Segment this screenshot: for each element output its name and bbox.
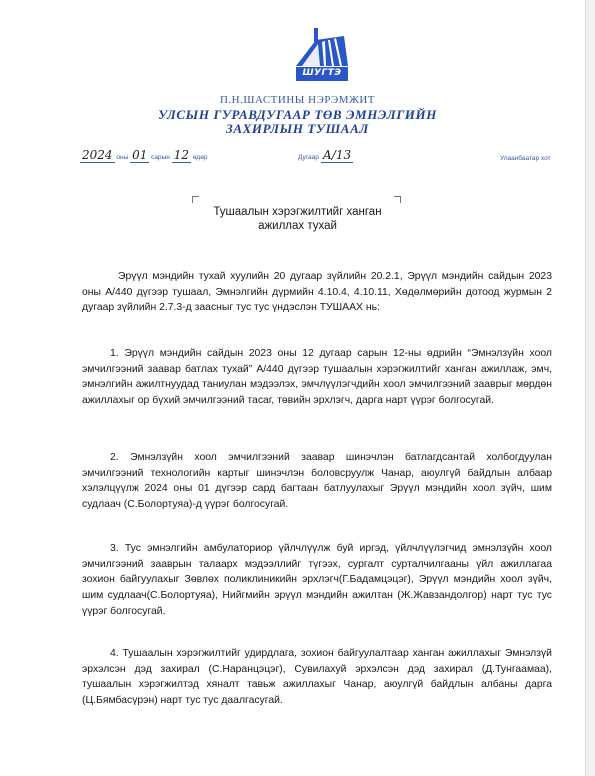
date-year-suffix: оны (116, 154, 129, 161)
logo-text: ШУГТЭ (302, 68, 342, 78)
order-item-1: 1. Эрүүл мэндийн сайдын 2023 оны 12 дугаар сарын 12-ны өдрийн “Эмнэлзүйн хоол эмчилгээний заавар батлах тухай” А/440 дүгээр тушаалын хэрэгжилтийг ханган ажиллаж, эмч, эмнэлгийн ажилтнуудад таниулан мэдээлэх, эмчлүүлэгчдийн хоол эмчилгээний зааврыг мөрдөн ажиллахыг ор бүхий эмчилгээний тасаг, төвийн эрхлэгч, дарга нарт үүрэг болгосугай. (82, 348, 552, 407)
order-date (80, 148, 207, 163)
preamble-paragraph: Эрүүл мэндийн тухай хуулийн 20 дугаар зүйлийн 20.2.1, Эрүүл мэндийн сайдын 2023 оны А/440 дүгээр тушаал, Эмнэлгийн дүрмийн 4.10.4, 4.10.11, Хөдөлмөрийн дотоод журмын 2 дугаар зүйлийн 2.7.3-д заасныг тус тус үндэслэн ТУШААХ нь: (82, 271, 552, 314)
title-corner-left (192, 196, 199, 203)
order-item-3: 3. Тус эмнэлгийн амбулаториор үйлчлүүлж буй иргэд, үйлчлүүлэгчид эмнэлзүйн хоол эмчилгээний зааврын талаарх мэдээллийг түгээх, сургалт сурталчилгааны үйл ажиллагаа зохион байгуулахыг Зөвлөх поликлиникийн эрхлэгч(Г.Бадамцэцэг), Эрүүл мэндийн хоол зүйч, шим судлаач(С.Болортуяа), Нийгмийн эрүүл мэндийн ажилтан (Ж.Жавзандолгор) нарт тус тус үүрэг болгосугай. (82, 543, 552, 617)
title-line1: Тушаалын хэрэгжилтийг ханган (213, 206, 382, 218)
hospital-logo-icon (292, 26, 350, 88)
date-month-suffix: сарын (151, 154, 170, 161)
number-value: А/13 (322, 148, 352, 162)
title-corner-right (394, 196, 401, 203)
hospital-logo (292, 26, 350, 88)
date-month: 01 (132, 148, 148, 162)
order-item-2: 2. Эмнэлзүйн хоол эмчилгээний заавар шинэчлэн батлагдсантай холбогдуулан эмчилгээний технологийн картыг шинэчлэн боловсруулж Чанар, аюулгүй байдлын албаар хэлэлцүүлж 2024 оны 01 дүгээр сард багтаан батлуулахыг Эрүүл мэндийн хоол зүйч, шим судлаач (С.Болортуяа)-д үүрэг болгосугай. (82, 452, 552, 511)
header-line2: УЛСЫН ГУРАВДУГААР ТӨВ ЭМНЭЛГИЙН (158, 107, 437, 122)
number-label: Дугаар (298, 154, 319, 161)
order-item-4: 4. Тушаалын хэрэгжилтийг удирдлага, зохион байгуулалтаар ханган ажиллахыг Эмнэлзүй эрхэлсэн дэд захирал (С.Наранцэцэг), Сувилахуй эрхэлсэн дэд захирал (Д.Тунгаамаа), тушаалын хэрэгжилтэд хяналт тавьж ажиллахыг Чанар, аюулгүй байдлын албаны дарга (Ц.Бямбасүрэн) нарт тус тус даалгасугай. (82, 648, 552, 707)
header-line3: ЗАХИРЛЫН ТУШААЛ (226, 121, 369, 136)
city-label: Улаанбаатар хот (500, 155, 551, 162)
date-day-suffix: өдөр (192, 154, 208, 161)
date-year: 2024 (82, 148, 113, 162)
date-day: 12 (173, 148, 189, 162)
title-line2: ажиллах тухай (258, 220, 337, 232)
order-number (298, 148, 353, 163)
header-line1: П.Н.ШАСТИНЫ НЭРЭМЖИТ (219, 94, 376, 106)
